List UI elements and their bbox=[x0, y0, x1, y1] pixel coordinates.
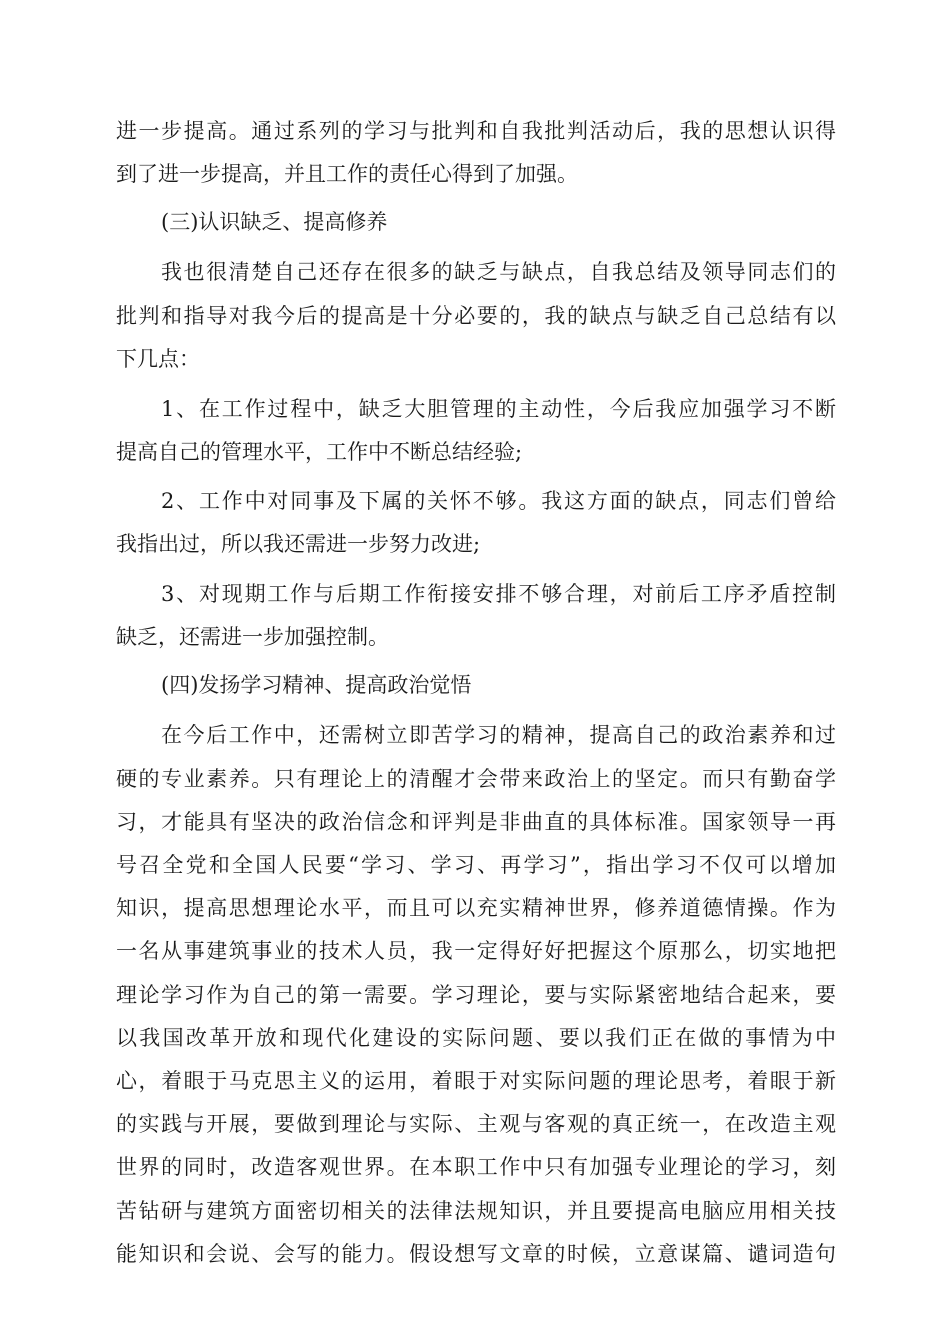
text-line: 号召全党和全国人民要“学习、学习、再学习”，指出学习不仅可以增加 bbox=[116, 853, 836, 877]
text-line: 到了进一步提高，并且工作的责任心得到了加强。 bbox=[116, 162, 578, 186]
text-line: 提高自己的管理水平，工作中不断总结经验; bbox=[116, 440, 523, 464]
text-line: 心，着眼于马克思主义的运用，着眼于对实际问题的理论思考，着眼于新 bbox=[116, 1069, 836, 1093]
text-line: 习，才能具有坚决的政治信念和评判是非曲直的具体标准。国家领导一再 bbox=[116, 810, 836, 834]
text-line: 一名从事建筑事业的技术人员，我一定得好好把握这个原那么，切实地把 bbox=[116, 939, 836, 963]
text-line: 苦钻研与建筑方面密切相关的法律法规知识，并且要提高电脑应用相关技 bbox=[116, 1199, 836, 1223]
text-line: 进一步提高。通过系列的学习与批判和自我批判活动后，我的思想认识得 bbox=[116, 119, 836, 143]
text-line: 以我国改革开放和现代化建设的实际问题、要以我们正在做的事情为中 bbox=[116, 1026, 836, 1050]
text-line: 我也很清楚自己还存在很多的缺乏与缺点，自我总结及领导同志们的 bbox=[161, 260, 836, 284]
text-line: 在今后工作中，还需树立即苦学习的精神，提高自己的政治素养和过 bbox=[161, 723, 836, 747]
text-line: 知识，提高思想理论水平，而且可以充实精神世界，修养道德情操。作为 bbox=[116, 896, 836, 920]
text-line: 批判和指导对我今后的提高是十分必要的，我的缺点与缺乏自己总结有以 bbox=[116, 304, 836, 328]
text-line: 硬的专业素养。只有理论上的清醒才会带来政治上的坚定。而只有勤奋学 bbox=[116, 767, 836, 791]
text-line: 下几点： bbox=[116, 347, 200, 371]
text-line: 的实践与开展，要做到理论与实际、主观与客观的真正统一，在改造主观 bbox=[116, 1112, 836, 1136]
section-heading: (三)认识缺乏、提高修养 bbox=[161, 210, 388, 234]
list-item: 3、对现期工作与后期工作衔接安排不够合理，对前后工序矛盾控制 bbox=[161, 582, 836, 606]
section-heading: (四)发扬学习精神、提高政治觉悟 bbox=[161, 673, 472, 697]
text-line: 能知识和会说、会写的能力。假设想写文章的时候，立意谋篇、谴词造句 bbox=[116, 1242, 836, 1266]
text-line: 世界的同时，改造客观世界。在本职工作中只有加强专业理论的学习，刻 bbox=[116, 1155, 836, 1179]
list-item: 1、在工作过程中，缺乏大胆管理的主动性，今后我应加强学习不断 bbox=[161, 397, 836, 421]
list-item: 2、工作中对同事及下属的关怀不够。我这方面的缺点，同志们曾给 bbox=[161, 489, 836, 513]
text-line: 理论学习作为自己的第一需要。学习理论，要与实际紧密地结合起来，要 bbox=[116, 983, 836, 1007]
text-line: 缺乏，还需进一步加强控制。 bbox=[116, 625, 389, 649]
text-line: 我指出过，所以我还需进一步努力改进; bbox=[116, 532, 481, 556]
